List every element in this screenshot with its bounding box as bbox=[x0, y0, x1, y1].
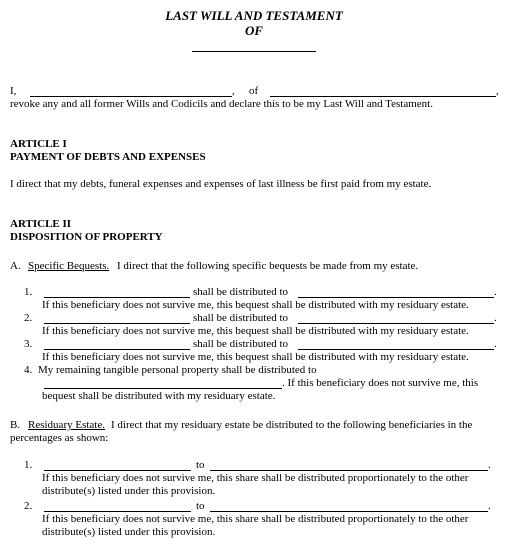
article-1-text: I direct that my debts, funeral expenses and expenses of last illness be first paid from my estate. bbox=[10, 178, 432, 190]
residuary-to: to bbox=[196, 500, 205, 512]
section-b-text2: percentages as shown: bbox=[10, 432, 109, 444]
bequest-number: 3. bbox=[24, 338, 33, 350]
section-a-label: Specific Bequests. bbox=[28, 260, 110, 272]
section-b-label: Residuary Estate. bbox=[28, 419, 105, 431]
will-title: LAST WILL AND TESTAMENT bbox=[165, 8, 343, 23]
residuary-note: If this beneficiary does not survive me, this share shall be distributed proportionately to the other bbox=[42, 513, 469, 525]
section-a-prefix: A. bbox=[10, 260, 21, 272]
residuary-note: distribute(s) listed under this provision. bbox=[42, 526, 216, 538]
testator-address-field[interactable] bbox=[270, 96, 496, 97]
residuary-number: 2. bbox=[24, 500, 33, 512]
residuary-beneficiary-field[interactable] bbox=[210, 470, 488, 471]
residuary-end: . bbox=[488, 500, 491, 512]
bequest-note: If this beneficiary does not survive me, this bequest shall be distributed with my residuary estate. bbox=[42, 299, 469, 311]
article-1-subheading: PAYMENT OF DEBTS AND EXPENSES bbox=[10, 151, 206, 163]
tangible-property-text: My remaining tangible personal property shall be distributed to bbox=[38, 364, 317, 376]
bequest-number: 1. bbox=[24, 286, 33, 298]
bequest-item-field[interactable] bbox=[44, 349, 190, 350]
article-1-heading: ARTICLE I bbox=[10, 138, 67, 150]
testator-name-blank[interactable] bbox=[192, 51, 316, 52]
tangible-property-beneficiary-field[interactable] bbox=[44, 388, 282, 389]
will-title-of: OF bbox=[244, 23, 264, 38]
bequest-mid-text: shall be distributed to bbox=[193, 286, 289, 298]
article-2-heading: ARTICLE II bbox=[10, 218, 72, 230]
residuary-beneficiary-field[interactable] bbox=[210, 511, 488, 512]
bequest-beneficiary-field[interactable] bbox=[298, 297, 494, 298]
residuary-to: to bbox=[196, 459, 205, 471]
bequest-end: . bbox=[494, 338, 497, 350]
bequest-beneficiary-field[interactable] bbox=[298, 323, 494, 324]
bequest-item-field[interactable] bbox=[44, 323, 190, 324]
bequest-end: . bbox=[494, 286, 497, 298]
intro-of-label: of bbox=[249, 85, 259, 97]
section-b-text: I direct that my residuary estate be distributed to the following beneficiaries in the bbox=[111, 419, 473, 431]
revoke-statement: revoke any and all former Wills and Codicils and declare this to be my Last Will and Testament. bbox=[10, 98, 433, 110]
residuary-note: distribute(s) listed under this provision. bbox=[42, 485, 216, 497]
bequest-end: . bbox=[494, 312, 497, 324]
residuary-share-field[interactable] bbox=[44, 511, 191, 512]
tangible-property-after: . If this beneficiary does not survive me, this bbox=[282, 377, 479, 389]
residuary-share-field[interactable] bbox=[44, 470, 191, 471]
article-2-subheading: DISPOSITION OF PROPERTY bbox=[10, 231, 163, 243]
intro-comma: , bbox=[496, 85, 499, 97]
bequest-mid-text: shall be distributed to bbox=[193, 338, 289, 350]
residuary-end: . bbox=[488, 459, 491, 471]
residuary-note: If this beneficiary does not survive me, this share shall be distributed proportionately to the other bbox=[42, 472, 469, 484]
bequest-number: 4. bbox=[24, 364, 33, 376]
section-a-text: I direct that the following specific bequests be made from my estate. bbox=[117, 260, 419, 272]
intro-comma: , bbox=[232, 85, 235, 97]
residuary-number: 1. bbox=[24, 459, 33, 471]
testator-name-field[interactable] bbox=[30, 96, 232, 97]
bequest-note: If this beneficiary does not survive me, this bequest shall be distributed with my residuary estate. bbox=[42, 351, 469, 363]
intro-i-label: I, bbox=[10, 85, 17, 97]
tangible-property-last: bequest shall be distributed with my residuary estate. bbox=[42, 390, 276, 402]
bequest-note: If this beneficiary does not survive me, this bequest shall be distributed with my residuary estate. bbox=[42, 325, 469, 337]
section-b-prefix: B. bbox=[10, 419, 21, 431]
bequest-number: 2. bbox=[24, 312, 33, 324]
bequest-item-field[interactable] bbox=[44, 297, 190, 298]
bequest-beneficiary-field[interactable] bbox=[298, 349, 494, 350]
bequest-mid-text: shall be distributed to bbox=[193, 312, 289, 324]
